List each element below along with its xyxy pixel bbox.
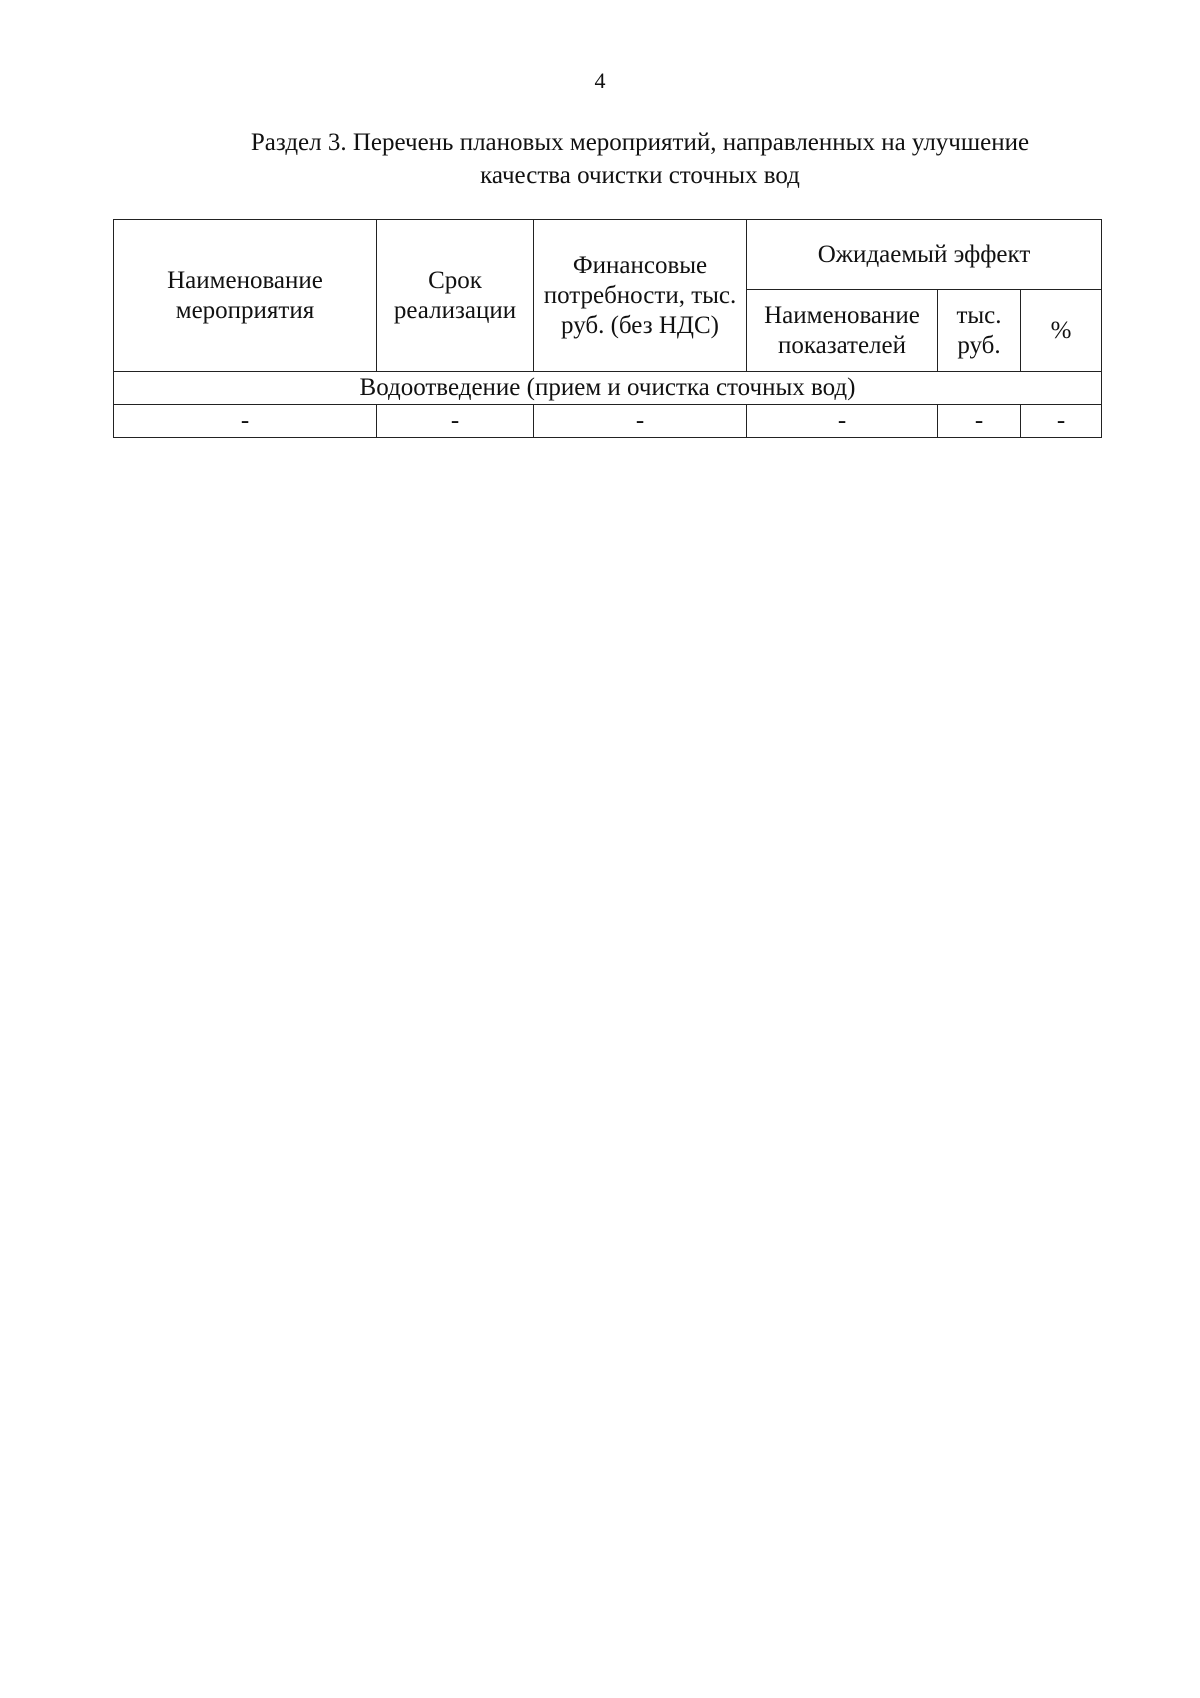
header-expected-effect: Ожидаемый эффект (747, 220, 1102, 290)
cell-percent: - (1021, 405, 1102, 438)
measures-table (113, 219, 1102, 438)
section-title-line-1: Раздел 3. Перечень плановых мероприятий, направленных на улучшение (250, 129, 1030, 156)
cell-indicators: - (747, 405, 938, 438)
cell-thousand-rub: - (938, 405, 1021, 438)
page-number: 4 (594, 68, 606, 93)
cell-finance: - (534, 405, 747, 438)
header-measure-name: Наименование мероприятия (114, 220, 377, 372)
table-row (114, 405, 1102, 438)
group-label: Водоотведение (прием и очистка сточных вод) (114, 372, 1102, 405)
group-row (114, 372, 1102, 405)
section-title-line-2: качества очистки сточных вод (480, 162, 800, 189)
header-term: Срок реализации (377, 220, 534, 372)
header-indicators: Наименование показателей (747, 290, 938, 372)
cell-term: - (377, 405, 534, 438)
header-finance: Финансовые потребности, тыс. руб. (без НДС) (534, 220, 747, 372)
header-row-1 (114, 220, 1102, 290)
header-thousand-rub: тыс. руб. (938, 290, 1021, 372)
header-percent: % (1021, 290, 1102, 372)
cell-measure-name: - (114, 405, 377, 438)
section-title (150, 126, 1130, 192)
